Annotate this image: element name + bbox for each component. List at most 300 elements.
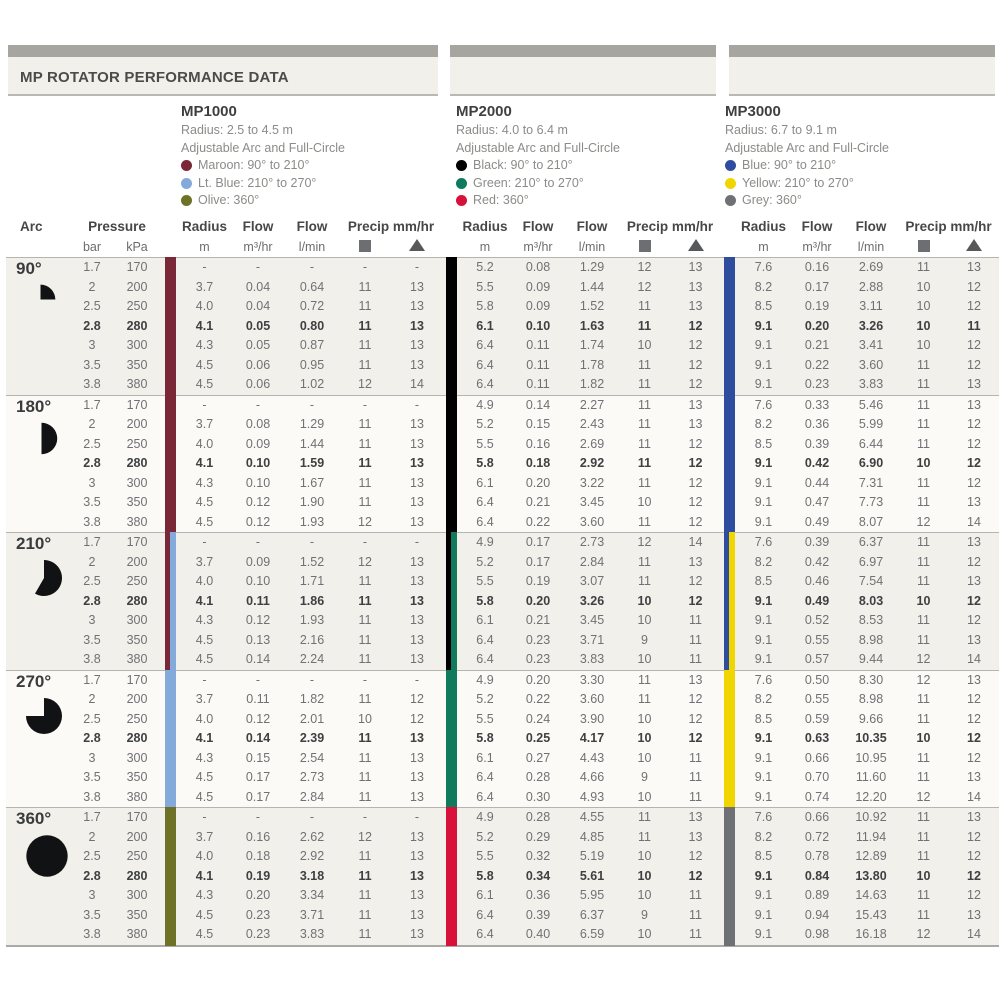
pressure-bar-cell: 3.5 [83, 357, 101, 372]
pressure-kpa-cell: 170 [126, 810, 148, 824]
precip-tri-cell: 12 [967, 868, 981, 883]
radius-cell: 8.2 [754, 417, 773, 431]
radius-cell: 9.1 [754, 613, 773, 627]
pressure-kpa-cell: 350 [126, 907, 148, 922]
radius-cell: 4.0 [195, 849, 214, 863]
precip-sq-cell: 10 [637, 495, 652, 509]
unit-lmin: l/min [857, 240, 885, 254]
radius-cell: - [202, 397, 207, 412]
precip-sq-cell: 11 [358, 593, 372, 608]
precip-tri-cell: 11 [967, 318, 981, 333]
precip-tri-cell: 12 [688, 868, 703, 883]
flow-m3hr-cell: 0.70 [804, 770, 830, 784]
precip-sq-cell: 10 [637, 868, 652, 883]
radius-cell: 9.1 [754, 652, 773, 666]
flow-lmin-cell: 3.07 [579, 574, 605, 588]
flow-lmin-cell: 2.73 [299, 770, 325, 784]
precip-sq-cell: 11 [917, 849, 930, 863]
column-header: Flow [801, 219, 833, 234]
pressure-kpa-cell: 280 [126, 731, 148, 745]
flow-m3hr-cell: 0.46 [804, 574, 830, 588]
radius-cell: 4.5 [195, 495, 214, 509]
color-legend [456, 157, 716, 210]
precip-tri-cell: 13 [410, 554, 424, 569]
precip-tri-cell: 13 [410, 436, 424, 451]
precip-tri-cell: - [414, 535, 420, 549]
flow-m3hr-cell: 0.27 [525, 750, 551, 765]
radius-cell: 6.1 [476, 475, 494, 490]
radius-cell: 9.1 [754, 318, 773, 333]
flow-m3hr-cell: 0.52 [804, 613, 830, 627]
flow-lmin-cell: 2.01 [299, 711, 325, 726]
radius-cell: - [202, 260, 207, 274]
column-header: Flow [296, 219, 328, 234]
pressure-kpa-cell: 380 [126, 652, 148, 666]
flow-lmin-cell: 11.94 [855, 829, 887, 844]
precip-tri-cell: 12 [688, 574, 703, 588]
precip-sq-cell: 11 [917, 417, 930, 431]
flow-lmin-cell: 2.73 [579, 535, 605, 549]
flow-m3hr-cell: 0.11 [526, 377, 550, 391]
precip-tri-cell: 13 [967, 495, 981, 509]
precip-sq-cell: 11 [638, 574, 651, 588]
radius-cell: 4.5 [195, 632, 214, 647]
arc-180-icon [24, 421, 59, 456]
precip-tri-cell: 13 [688, 299, 703, 313]
arc-section-210 [6, 532, 999, 670]
flow-m3hr-cell: 0.17 [245, 770, 271, 784]
precip-sq-cell: 12 [916, 672, 931, 687]
pressure-kpa-cell: 170 [126, 260, 148, 274]
arc-360-icon [24, 833, 70, 879]
product-radius: Radius: 2.5 to 4.5 m [181, 123, 293, 137]
flow-lmin-cell: - [309, 535, 315, 549]
precip-tri-cell: 13 [688, 810, 703, 824]
precip-tri-cell: 14 [967, 652, 981, 666]
precip-sq-cell: 10 [916, 318, 931, 333]
precip-tri-cell: 12 [688, 711, 703, 726]
radius-cell: 4.9 [476, 535, 494, 549]
precip-tri-cell: 11 [689, 789, 702, 804]
product-stripe-mp1000 [162, 808, 178, 945]
unit-bar: bar [82, 240, 102, 254]
precip-tri-cell: 13 [410, 907, 424, 922]
pressure-kpa-cell: 380 [126, 514, 148, 529]
precip-tri-cell: 12 [967, 888, 981, 902]
precip-tri-cell: 11 [689, 907, 702, 922]
precip-sq-cell: 11 [358, 495, 372, 509]
radius-cell: 3.7 [195, 829, 214, 844]
precip-tri-cell: 13 [410, 613, 424, 627]
precip-tri-cell: 12 [967, 750, 981, 765]
stripe-color-segment [446, 670, 457, 809]
precip-tri-cell: 14 [967, 514, 981, 529]
flow-m3hr-cell: 0.09 [525, 299, 551, 313]
flow-lmin-cell: 1.52 [299, 554, 325, 569]
precip-tri-cell: 13 [967, 810, 981, 824]
flow-lmin-cell: 1.29 [579, 260, 605, 274]
pressure-kpa-cell: 300 [126, 613, 148, 627]
precip-tri-cell: 12 [688, 593, 703, 608]
radius-cell: 6.4 [476, 495, 494, 509]
flow-m3hr-cell: 0.04 [245, 299, 271, 313]
precip-tri-cell: 12 [967, 711, 981, 726]
flow-m3hr-cell: 0.06 [245, 377, 271, 391]
flow-m3hr-cell: - [255, 672, 261, 687]
radius-cell: 4.3 [195, 338, 214, 352]
precip-tri-cell: 12 [688, 514, 703, 529]
flow-lmin-cell: - [309, 810, 315, 824]
stripe-bar [165, 257, 176, 396]
precip-tri-cell: 13 [410, 357, 424, 372]
precip-tri-cell: 13 [967, 770, 981, 784]
flow-lmin-cell: 3.22 [579, 475, 605, 490]
radius-cell: 7.6 [754, 260, 773, 274]
stripe-color-segment [724, 257, 735, 396]
radius-cell: 9.1 [754, 632, 773, 647]
pressure-kpa-cell: 200 [126, 692, 148, 706]
radius-cell: 3.7 [195, 417, 214, 431]
flow-m3hr-cell: 0.40 [525, 927, 551, 941]
precip-square-header [339, 237, 391, 257]
flow-lmin-cell: 3.26 [579, 593, 605, 608]
flow-lmin-cell: 5.46 [858, 397, 884, 412]
precip-sq-cell: 12 [358, 377, 372, 391]
precip-sq-cell: 10 [637, 849, 652, 863]
radius-cell: 6.4 [476, 907, 494, 922]
flow-m3hr-cell: 0.30 [525, 789, 551, 804]
radius-cell: 4.3 [195, 475, 214, 490]
flow-m3hr-cell: 0.17 [245, 789, 271, 804]
legend-label: Maroon: 90° to 210° [198, 158, 310, 172]
flow-m3hr-cell: 0.84 [804, 868, 830, 883]
pressure-kpa-cell: 170 [126, 672, 148, 687]
stripe-bar [446, 807, 457, 946]
arc-label: 210° [16, 534, 52, 553]
pressure-kpa-cell: 350 [126, 495, 148, 509]
radius-cell: - [202, 535, 207, 549]
flow-m3hr-cell: 0.57 [804, 652, 830, 666]
radius-cell: 5.2 [476, 554, 494, 569]
pressure-bar-cell: 2.5 [83, 436, 101, 451]
flow-m3hr-cell: 0.14 [245, 731, 271, 745]
radius-cell: 7.6 [754, 535, 773, 549]
pressure-kpa-cell: 200 [126, 279, 148, 294]
flow-m3hr-cell: 0.15 [525, 417, 551, 431]
flow-m3hr-cell: 0.17 [525, 554, 551, 569]
flow-lmin-cell: 2.62 [299, 829, 325, 844]
legend-label: Red: 360° [473, 193, 529, 207]
radius-cell: 9.1 [754, 357, 773, 372]
arc-label: 90° [16, 259, 42, 278]
radius-cell: 4.0 [195, 436, 214, 451]
radius-cell: 4.0 [195, 574, 214, 588]
flow-lmin-cell: 2.24 [299, 652, 325, 666]
radius-cell: 9.1 [754, 456, 773, 470]
precip-sq-cell: 11 [358, 888, 372, 902]
precip-sq-cell: 11 [917, 632, 930, 647]
radius-cell: 6.1 [476, 318, 494, 333]
unit-m: m [199, 240, 210, 254]
unit-m3hr: m³/hr [523, 240, 553, 254]
flow-lmin-cell: 3.71 [579, 632, 605, 647]
radius-cell: 5.5 [476, 711, 494, 726]
flow-lmin-cell: 4.93 [579, 789, 605, 804]
flow-lmin-cell: 6.44 [858, 436, 884, 451]
pressure-bar-cell: 1.7 [83, 397, 101, 412]
radius-cell: 4.1 [195, 868, 214, 883]
radius-cell: 6.4 [476, 357, 494, 372]
flow-lmin-cell: 3.34 [299, 888, 325, 902]
precip-sq-cell: 12 [916, 514, 931, 529]
precip-sq-cell: 10 [916, 868, 931, 883]
precip-sq-cell: 10 [916, 338, 931, 352]
flow-lmin-cell: 2.84 [299, 789, 325, 804]
precip-tri-cell: - [414, 397, 420, 412]
flow-m3hr-cell: 0.19 [804, 299, 830, 313]
column-header: Flow [576, 219, 608, 234]
flow-m3hr-cell: 0.63 [804, 731, 830, 745]
radius-cell: 5.2 [476, 829, 494, 844]
precip-sq-cell: 10 [916, 456, 931, 470]
legend-label: Olive: 360° [198, 193, 260, 207]
precip-square-header [898, 237, 949, 257]
pressure-kpa-cell: 300 [126, 475, 148, 490]
flow-lmin-cell: 4.17 [579, 731, 605, 745]
precip-tri-cell: 12 [688, 475, 703, 490]
precip-sq-cell: 11 [917, 574, 930, 588]
precip-tri-cell: 12 [688, 436, 703, 451]
arc-section-90 [6, 257, 999, 395]
precip-sq-cell: 11 [917, 750, 930, 765]
legend-item [456, 175, 716, 193]
flow-m3hr-cell: - [255, 397, 261, 412]
precip-square-icon [359, 240, 371, 252]
precip-tri-cell: 13 [410, 299, 424, 313]
flow-lmin-cell: 7.31 [858, 475, 884, 490]
precip-tri-cell: 12 [410, 692, 424, 706]
flow-lmin-cell: - [309, 397, 315, 412]
pressure-kpa-cell: 380 [126, 377, 148, 391]
pressure-kpa-cell: 250 [126, 436, 148, 451]
flow-m3hr-cell: 0.05 [245, 318, 271, 333]
precip-sq-cell: - [362, 535, 368, 549]
radius-cell: 4.1 [195, 456, 214, 470]
flow-lmin-cell: 1.93 [299, 613, 325, 627]
flow-lmin-cell: 1.02 [299, 377, 325, 391]
flow-m3hr-cell: 0.36 [525, 888, 551, 902]
radius-cell: 4.3 [195, 888, 214, 902]
precip-tri-cell: 13 [410, 770, 424, 784]
precip-sq-cell: 11 [358, 574, 372, 588]
product-stripe-mp3000 [721, 533, 737, 670]
flow-m3hr-cell: 0.29 [525, 829, 551, 844]
precip-sq-cell: 11 [358, 652, 372, 666]
radius-cell: 9.1 [754, 593, 773, 608]
precip-tri-cell: 12 [967, 357, 981, 372]
title-bar [8, 45, 438, 96]
flow-lmin-cell: 4.55 [579, 810, 605, 824]
page-title: MP ROTATOR PERFORMANCE DATA [20, 69, 289, 86]
legend-label: Yellow: 210° to 270° [742, 175, 854, 190]
radius-cell: 8.5 [754, 436, 773, 451]
arc-cell [6, 808, 72, 945]
column-header: Radius [740, 219, 786, 234]
radius-cell: 8.2 [754, 692, 773, 706]
pressure-bar-cell: 3.8 [83, 652, 101, 666]
precip-sq-cell: - [362, 397, 368, 412]
precip-tri-cell: 12 [967, 456, 981, 470]
radius-cell: 6.4 [476, 927, 494, 941]
precip-tri-cell: 11 [689, 613, 702, 627]
stripe-color-segment [724, 807, 735, 946]
flow-m3hr-cell: 0.34 [525, 868, 551, 883]
flow-m3hr-cell: 0.78 [804, 849, 830, 863]
flow-lmin-cell: 13.80 [855, 868, 887, 883]
radius-cell: 4.3 [195, 613, 214, 627]
precip-sq-cell: 11 [917, 907, 930, 922]
precip-triangle-icon [688, 239, 704, 251]
radius-cell: 4.5 [195, 514, 214, 529]
radius-cell: 4.5 [195, 377, 214, 391]
radius-cell: 6.1 [476, 613, 494, 627]
radius-cell: 4.5 [195, 770, 214, 784]
precip-tri-cell: 12 [967, 613, 981, 627]
flow-lmin-cell: 8.30 [858, 672, 884, 687]
stripe-bar [724, 807, 735, 946]
radius-cell: 5.8 [476, 593, 494, 608]
flow-m3hr-cell: 0.21 [525, 495, 551, 509]
radius-cell: 4.0 [195, 299, 214, 313]
precip-sq-cell: 10 [916, 299, 931, 313]
arc-icon-wrap [24, 696, 72, 741]
product-stripe-mp2000 [443, 671, 459, 808]
precip-sq-cell: 11 [358, 613, 372, 627]
pressure-kpa-cell: 300 [126, 750, 148, 765]
flow-lmin-cell: 6.37 [579, 907, 605, 922]
flow-m3hr-cell: 0.12 [245, 514, 271, 529]
precip-sq-cell: 12 [637, 260, 652, 274]
precip-sq-cell: - [362, 810, 368, 824]
pressure-bar-cell: 2.5 [83, 849, 101, 863]
flow-lmin-cell: 5.61 [579, 868, 605, 883]
legend-color-dot-icon [456, 195, 467, 206]
precip-sq-cell: - [362, 672, 368, 687]
pressure-bar-cell: 2 [88, 692, 96, 706]
legend-item [181, 157, 441, 175]
flow-m3hr-cell: 0.20 [525, 593, 551, 608]
flow-lmin-cell: 5.95 [579, 888, 605, 902]
arc-icon-wrap [24, 833, 72, 884]
precip-square-header [619, 237, 670, 257]
radius-cell: 4.9 [476, 810, 494, 824]
flow-lmin-cell: 6.97 [858, 554, 884, 569]
precip-tri-cell: 12 [967, 692, 981, 706]
flow-lmin-cell: 3.11 [859, 299, 883, 313]
precip-sq-cell: 11 [358, 357, 372, 372]
stripe-bar [446, 532, 457, 671]
pressure-kpa-cell: 280 [126, 593, 148, 608]
flow-lmin-cell: 11.60 [855, 770, 887, 784]
flow-m3hr-cell: 0.09 [245, 436, 271, 451]
precip-tri-cell: 13 [688, 554, 703, 569]
pressure-kpa-cell: 250 [126, 299, 148, 313]
flow-lmin-cell: 1.44 [299, 436, 325, 451]
pressure-bar-cell: 1.7 [83, 260, 101, 274]
radius-cell: 5.8 [476, 456, 494, 470]
precip-sq-cell: 11 [358, 456, 372, 470]
flow-m3hr-cell: 0.47 [804, 495, 830, 509]
flow-m3hr-cell: 0.10 [245, 475, 271, 490]
flow-m3hr-cell: 0.23 [525, 632, 551, 647]
precip-sq-cell: 11 [358, 789, 372, 804]
flow-m3hr-cell: 0.39 [525, 907, 551, 922]
pressure-kpa-cell: 250 [126, 849, 148, 863]
precip-tri-cell: 13 [967, 907, 981, 922]
flow-m3hr-cell: 0.39 [804, 436, 830, 451]
flow-lmin-cell: 4.43 [579, 750, 605, 765]
stripe-color-segment [446, 395, 457, 534]
flow-lmin-cell: 0.64 [299, 279, 325, 294]
flow-lmin-cell: 3.60 [579, 514, 605, 529]
flow-m3hr-cell: 0.28 [525, 770, 551, 784]
flow-lmin-cell: 3.45 [579, 495, 605, 509]
radius-cell: 4.5 [195, 789, 214, 804]
flow-lmin-cell: 2.92 [579, 456, 605, 470]
flow-lmin-cell: 7.73 [858, 495, 884, 509]
legend-label: Grey: 360° [742, 193, 802, 207]
precip-tri-cell: 13 [967, 377, 981, 391]
precip-tri-cell: 13 [410, 888, 424, 902]
precip-tri-cell: 12 [688, 456, 703, 470]
precip-tri-cell: 13 [688, 397, 703, 412]
precip-tri-cell: 12 [688, 849, 703, 863]
product-arc-note: Adjustable Arc and Full-Circle [725, 140, 889, 155]
pressure-kpa-cell: 250 [126, 711, 148, 726]
pressure-kpa-cell: 350 [126, 632, 148, 647]
precip-sq-cell: 12 [358, 514, 372, 529]
product-stripe-mp3000 [721, 808, 737, 945]
stripe-color-segment [165, 395, 176, 534]
precip-tri-cell: 11 [689, 927, 702, 941]
precip-sq-cell: 11 [358, 731, 372, 745]
precip-sq-cell: 10 [637, 613, 652, 627]
precip-sq-cell: 11 [917, 377, 930, 391]
radius-cell: 6.4 [476, 338, 494, 352]
precip-tri-cell: 13 [410, 456, 424, 470]
pressure-bar-cell: 2.8 [83, 593, 101, 608]
precip-tri-cell: 12 [688, 495, 703, 509]
stripe-bar [724, 257, 735, 396]
flow-lmin-cell: 2.69 [858, 260, 884, 274]
flow-lmin-cell: 3.60 [579, 692, 605, 706]
flow-m3hr-cell: 0.09 [245, 554, 271, 569]
flow-m3hr-cell: 0.39 [804, 535, 830, 549]
precip-tri-cell: 13 [688, 279, 703, 294]
flow-m3hr-cell: 0.13 [245, 632, 271, 647]
flow-m3hr-cell: 0.10 [245, 456, 271, 470]
precip-sq-cell: 11 [358, 692, 372, 706]
precip-sq-cell: 11 [358, 770, 372, 784]
precip-sq-cell: 11 [917, 829, 930, 844]
flow-m3hr-cell: 0.89 [804, 888, 830, 902]
precip-sq-cell: 11 [638, 436, 651, 451]
radius-cell: 9.1 [754, 770, 773, 784]
product-radius: Radius: 4.0 to 6.4 m [456, 123, 568, 137]
precip-tri-cell: 13 [410, 417, 424, 431]
flow-m3hr-cell: 0.25 [525, 731, 551, 745]
precip-sq-cell: 12 [637, 279, 652, 294]
